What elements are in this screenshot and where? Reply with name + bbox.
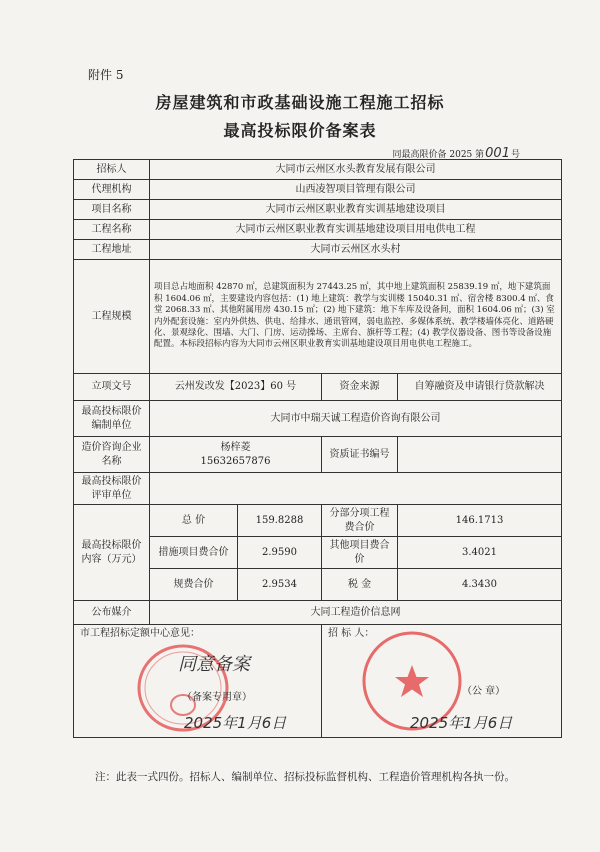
fund-value: 自筹融资及申请银行贷款解决 — [398, 374, 562, 401]
fee-label: 规费合价 — [150, 569, 238, 601]
row-reviewer — [74, 473, 562, 505]
agency-label: 代理机构 — [74, 180, 150, 200]
left-date: 2025年1月6日 — [184, 714, 287, 732]
compiler-value: 大同市中瑞天诚工程造价咨询有限公司 — [150, 401, 562, 437]
media-label: 公布媒介 — [74, 601, 150, 625]
project-name-label: 项目名称 — [74, 200, 150, 220]
consultant-label: 造价咨询企业名称 — [74, 437, 150, 473]
other-value: 3.4021 — [398, 537, 562, 569]
tenderer-value: 大同市云州区水头教育发展有限公司 — [150, 160, 562, 180]
consultant-phone: 15632657876 — [200, 455, 271, 467]
row-scale — [74, 260, 562, 374]
row-agency — [74, 180, 562, 200]
row-engineering-name — [74, 220, 562, 240]
row-compiler — [74, 401, 562, 437]
consultant-contact — [150, 437, 322, 473]
fund-label: 资金来源 — [322, 374, 398, 401]
price-label: 最高投标限价内容（万元） — [74, 505, 150, 601]
engineering-name-value: 大同市云州区职业教育实训基地建设项目用电供电工程 — [150, 220, 562, 240]
scale-label: 工程规模 — [74, 260, 150, 374]
consultant-person: 杨梓菱 — [220, 442, 251, 453]
compiler-label: 最高投标限价编制单位 — [74, 401, 150, 437]
agency-value: 山西凌智项目管理有限公司 — [150, 180, 562, 200]
footnote: 注：此表一式四份。招标人、编制单位、招标投标监督机构、工程造价管理机构各执一份。 — [95, 771, 515, 783]
approval-value: 云州发改发【2023】60 号 — [150, 374, 322, 401]
center-opinion-label: 市工程招标定额中心意见： — [80, 628, 200, 639]
reviewer-value — [150, 473, 562, 505]
filing-form-table — [73, 159, 562, 738]
total-value: 159.8288 — [238, 505, 322, 537]
row-engineering-site — [74, 240, 562, 260]
page-title-line2: 最高投标限价备案表 — [223, 121, 377, 140]
record-prefix: 同最高限价备 2025 第 — [392, 150, 485, 160]
tax-label: 税 金 — [322, 569, 398, 601]
official-seal-note: （公 章） — [462, 686, 506, 697]
tax-value: 4.3430 — [398, 569, 562, 601]
row-consultant — [74, 437, 562, 473]
row-price-total — [74, 505, 562, 537]
subitem-value: 146.1713 — [398, 505, 562, 537]
row-tenderer — [74, 160, 562, 180]
row-approval — [74, 374, 562, 401]
fee-value: 2.9534 — [238, 569, 322, 601]
right-date: 2025年1月6日 — [410, 714, 513, 732]
media-value: 大同工程造价信息网 — [150, 601, 562, 625]
tenderer-label: 招标人 — [74, 160, 150, 180]
total-label: 总 价 — [150, 505, 238, 537]
signoff-left — [74, 625, 322, 738]
page-title-line1: 房屋建筑和市政基础设施工程施工招标 — [155, 93, 445, 112]
attachment-number: 附件 5 — [88, 68, 124, 82]
subitem-label: 分部分项工程费合价 — [322, 505, 398, 537]
engineering-name-label: 工程名称 — [74, 220, 150, 240]
tenderer-sign-label: 招 标 人： — [328, 628, 375, 639]
record-suffix: 号 — [510, 150, 520, 160]
engineering-site-value: 大同市云州区水头村 — [150, 240, 562, 260]
row-signoff — [74, 625, 562, 738]
other-label: 其他项目费合价 — [322, 537, 398, 569]
scale-value: 项目总占地面积 42870 ㎡，总建筑面积为 27443.25 ㎡，其中地上建筑面积 25839.19 ㎡，地下建筑面积 1604.06 ㎡，主要建设内容包括：(1) 地上建筑：教学与实训楼 15040.31 ㎡、宿舍楼 8300.4 ㎡、食堂 2068.33 ㎡、其他附属用房 430.15 ㎡；(2) 地下建筑：地下车库及设备间，面积 1604.06 ㎡；(3) 室内外配套设施：室内外供热、供电、给排水、通讯管网，弱电监控、多媒体系统、教学楼墙体亮化、道路硬化、景观绿化、围墙、大门、门房、运动操场、主席台、旗杆等工程；(4) 教学仪器设备、图书等设备设施配置。本标段招标内容为大同市云州区职业教育实训基地建设项目用电供电工程施工。 — [150, 260, 562, 374]
measure-label: 措施项目费合价 — [150, 537, 238, 569]
reviewer-label: 最高投标限价评审单位 — [74, 473, 150, 505]
row-media — [74, 601, 562, 625]
cert-label: 资质证书编号 — [322, 437, 398, 473]
approval-label: 立项文号 — [74, 374, 150, 401]
signoff-right — [322, 625, 562, 738]
record-number-handwritten: 001 — [485, 146, 510, 161]
row-project-name — [74, 200, 562, 220]
measure-value: 2.9590 — [238, 537, 322, 569]
filing-seal-note: （备案专用章） — [182, 692, 252, 703]
opinion-handwriting: 同意备案 — [178, 654, 250, 675]
cert-value — [398, 437, 562, 473]
project-name-value: 大同市云州区职业教育实训基地建设项目 — [150, 200, 562, 220]
engineering-site-label: 工程地址 — [74, 240, 150, 260]
